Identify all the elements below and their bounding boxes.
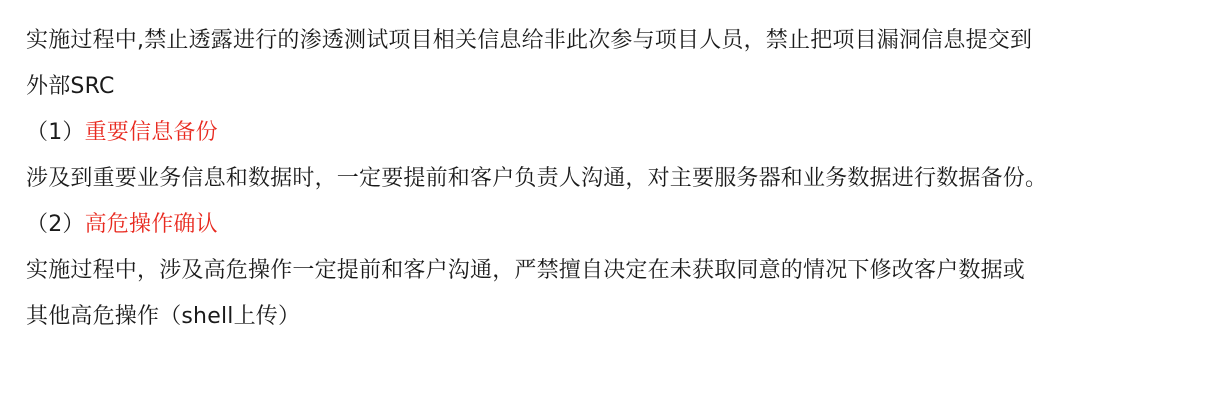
section-2-body-line-2: 其他高危操作（shell上传）	[26, 304, 301, 329]
section-2-body-line-1: 实施过程中，涉及高危操作一定提前和客户沟通，严禁擅自决定在未获取同意的情况下修改客户数据或	[26, 258, 1026, 283]
section-1-number: （1）	[26, 120, 85, 145]
section-2-number: （2）	[26, 212, 85, 237]
intro-paragraph-line-1: 实施过程中,禁止透露进行的渗透测试项目相关信息给非此次参与项目人员，禁止把项目漏洞信息提交到	[26, 28, 1033, 53]
section-1-body: 涉及到重要业务信息和数据时，一定要提前和客户负责人沟通，对主要服务器和业务数据进行数据备份。	[26, 166, 1048, 191]
intro-paragraph-line-2: 外部SRC	[26, 74, 115, 99]
section-2-title: 高危操作确认	[84, 212, 218, 237]
section-1-heading	[26, 110, 1225, 156]
section-1-title: 重要信息备份	[84, 120, 218, 145]
section-2-heading	[26, 202, 1225, 248]
